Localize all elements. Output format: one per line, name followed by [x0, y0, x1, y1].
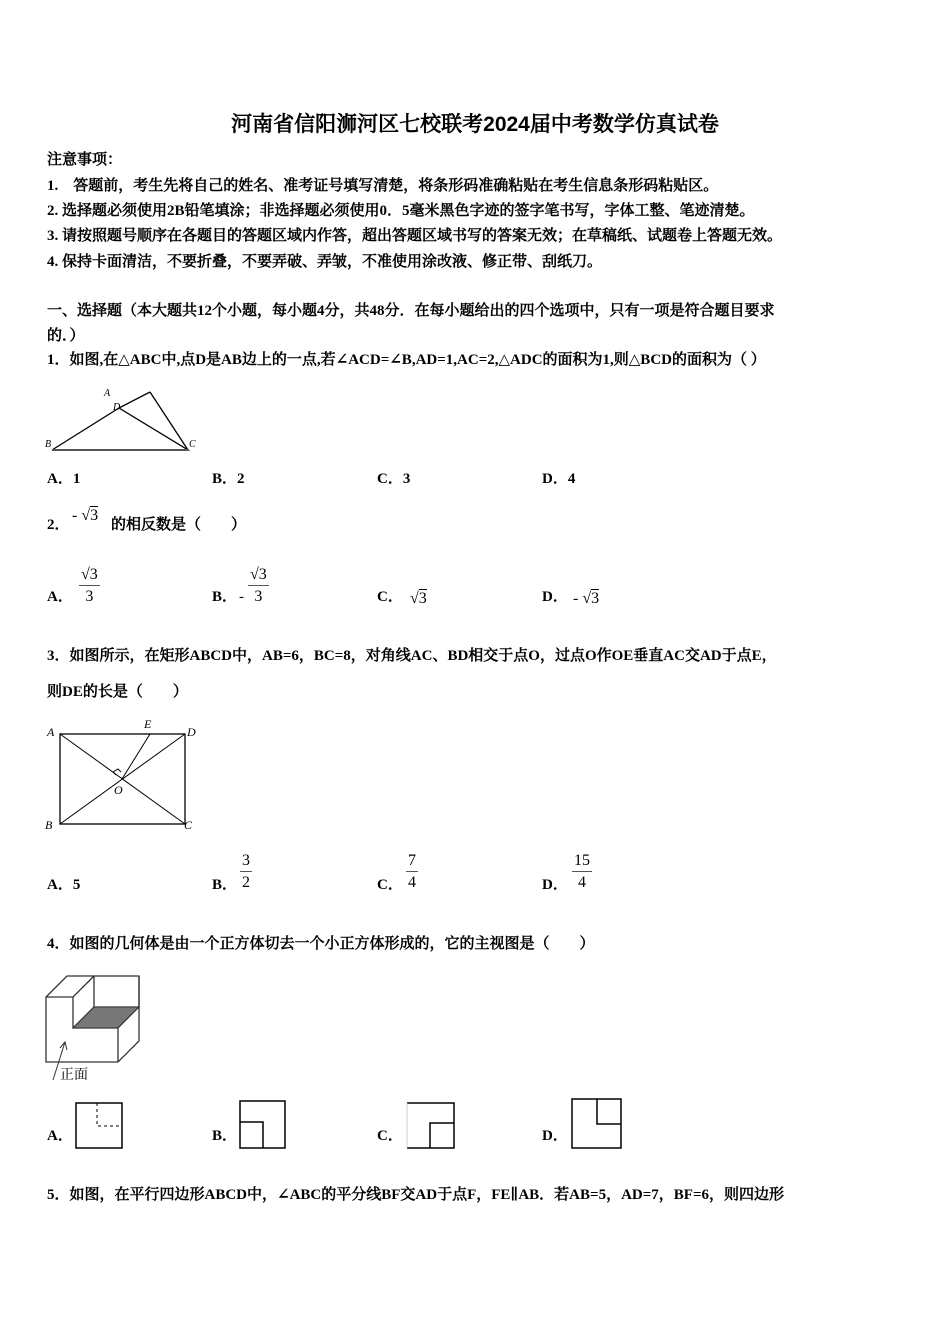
q4-option-a-label: A． [47, 1128, 73, 1144]
q3-rectangle-figure [45, 717, 205, 835]
fig-label-o: O [114, 783, 123, 797]
q4-option-b-label: B． [212, 1128, 238, 1144]
q3-option-a: A．5 [47, 877, 81, 893]
q5-text: 5．如图，在平行四边形ABCD中，∠ABC的平分线BF交AD于点F，FE∥AB．若AB=5，AD=7，BF=6，则四边形 [47, 1187, 784, 1203]
q2-option-c-value: √3 [410, 590, 427, 607]
section-heading-cont: 的．） [47, 328, 85, 344]
q1-option-d: D．4 [542, 471, 576, 487]
front-label: 正面 [60, 1067, 88, 1083]
q3-text: 3．如图所示，在矩形ABCD中，AB=6，BC=8，对角线AC、BD相交于点O，过点O作OE垂直AC交AD于点E， [47, 648, 777, 664]
fig-label-b: B [45, 439, 52, 450]
notice-item: 1. 答题前，考生先将自己的姓名、准考证号填写清楚，将条形码准确粘贴在考生信息条形码粘贴区。 [47, 178, 719, 194]
q1-text: 1．如图,在△ABC中,点D是AB边上的一点,若∠ACD=∠B,AD=1,AC=2,△ADC的面积为1,则△BCD的面积为（ ） [47, 352, 766, 368]
q1-option-c: C．3 [377, 471, 411, 487]
q4-solid-figure [43, 970, 143, 1085]
q3-option-d-label: D． [542, 877, 568, 893]
q3-option-c-label: C． [377, 877, 403, 893]
section-heading: 一、选择题（本大题共12个小题，每小题4分，共48分．在每小题给出的四个选项中，只有一项是符合题目要求 [47, 303, 775, 319]
q3-option-c-fraction: $\frac{7}{4}$ [408, 852, 416, 891]
q2-text: 的相反数是（ ） [111, 517, 247, 533]
q1-triangle-figure [45, 388, 205, 458]
q2-option-a-label: A． [47, 589, 73, 605]
notice-item: 2. 选择题必须使用2B铅笔填涂；非选择题必须使用0．5毫米黑色字迹的签字笔书写，字体工整、笔迹清楚。 [47, 203, 755, 219]
q4-option-d-view [571, 1098, 623, 1150]
q4-option-a-view [75, 1102, 123, 1150]
fig-label-c: C [184, 818, 193, 832]
fig-label-d: D [113, 402, 121, 413]
q4-option-d-label: D． [542, 1128, 568, 1144]
q4-option-c-label: C． [377, 1128, 403, 1144]
q2-option-b-label: B． [212, 589, 238, 605]
q2-expression: - √3 [72, 507, 99, 524]
q3-option-b-fraction: $\frac{3}{2}$ [242, 852, 250, 891]
q2-option-d-value: - √3 [573, 590, 600, 607]
q2-option-d-label: D． [542, 589, 568, 605]
notice-item: 4. 保持卡面清洁，不要折叠，不要弄破、弄皱，不准使用涂改液、修正带、刮纸刀。 [47, 254, 603, 270]
fig-label-a: A [47, 725, 55, 739]
notice-item: 3. 请按照题号顺序在各题目的答题区域内作答，超出答题区域书写的答案无效；在草稿纸、试题卷上答题无效。 [47, 228, 783, 244]
q2-option-c-label: C． [377, 589, 403, 605]
q4-text: 4．如图的几何体是由一个正方体切去一个小正方体形成的，它的主视图是（ ） [47, 936, 595, 952]
q3-option-b-label: B． [212, 877, 238, 893]
q4-option-c-view [406, 1102, 456, 1150]
q1-option-a: A．1 [47, 471, 81, 487]
page-title: 河南省信阳浉河区七校联考2024届中考数学仿真试卷 [231, 113, 719, 136]
q2-number: 2． [47, 517, 70, 533]
q2-option-a-fraction: $\frac{√3}{3}$ [81, 566, 98, 605]
fig-label-a: A [104, 388, 111, 399]
q1-option-b: B．2 [212, 471, 245, 487]
notice-heading: 注意事项： [47, 152, 123, 168]
fig-label-c: C [189, 439, 196, 450]
q3-option-d-fraction: $\frac{15}{4}$ [574, 852, 590, 891]
q4-option-b-view [239, 1100, 287, 1150]
q2-option-b-fraction: $\frac{√3}{3}$ [250, 566, 267, 605]
fig-label-b: B [45, 818, 53, 832]
q3-text-cont: 则DE的长是（ ） [47, 684, 188, 700]
fig-label-d: D [187, 725, 196, 739]
fig-label-e: E [144, 717, 152, 731]
q2-option-b-sign: - [239, 589, 244, 605]
